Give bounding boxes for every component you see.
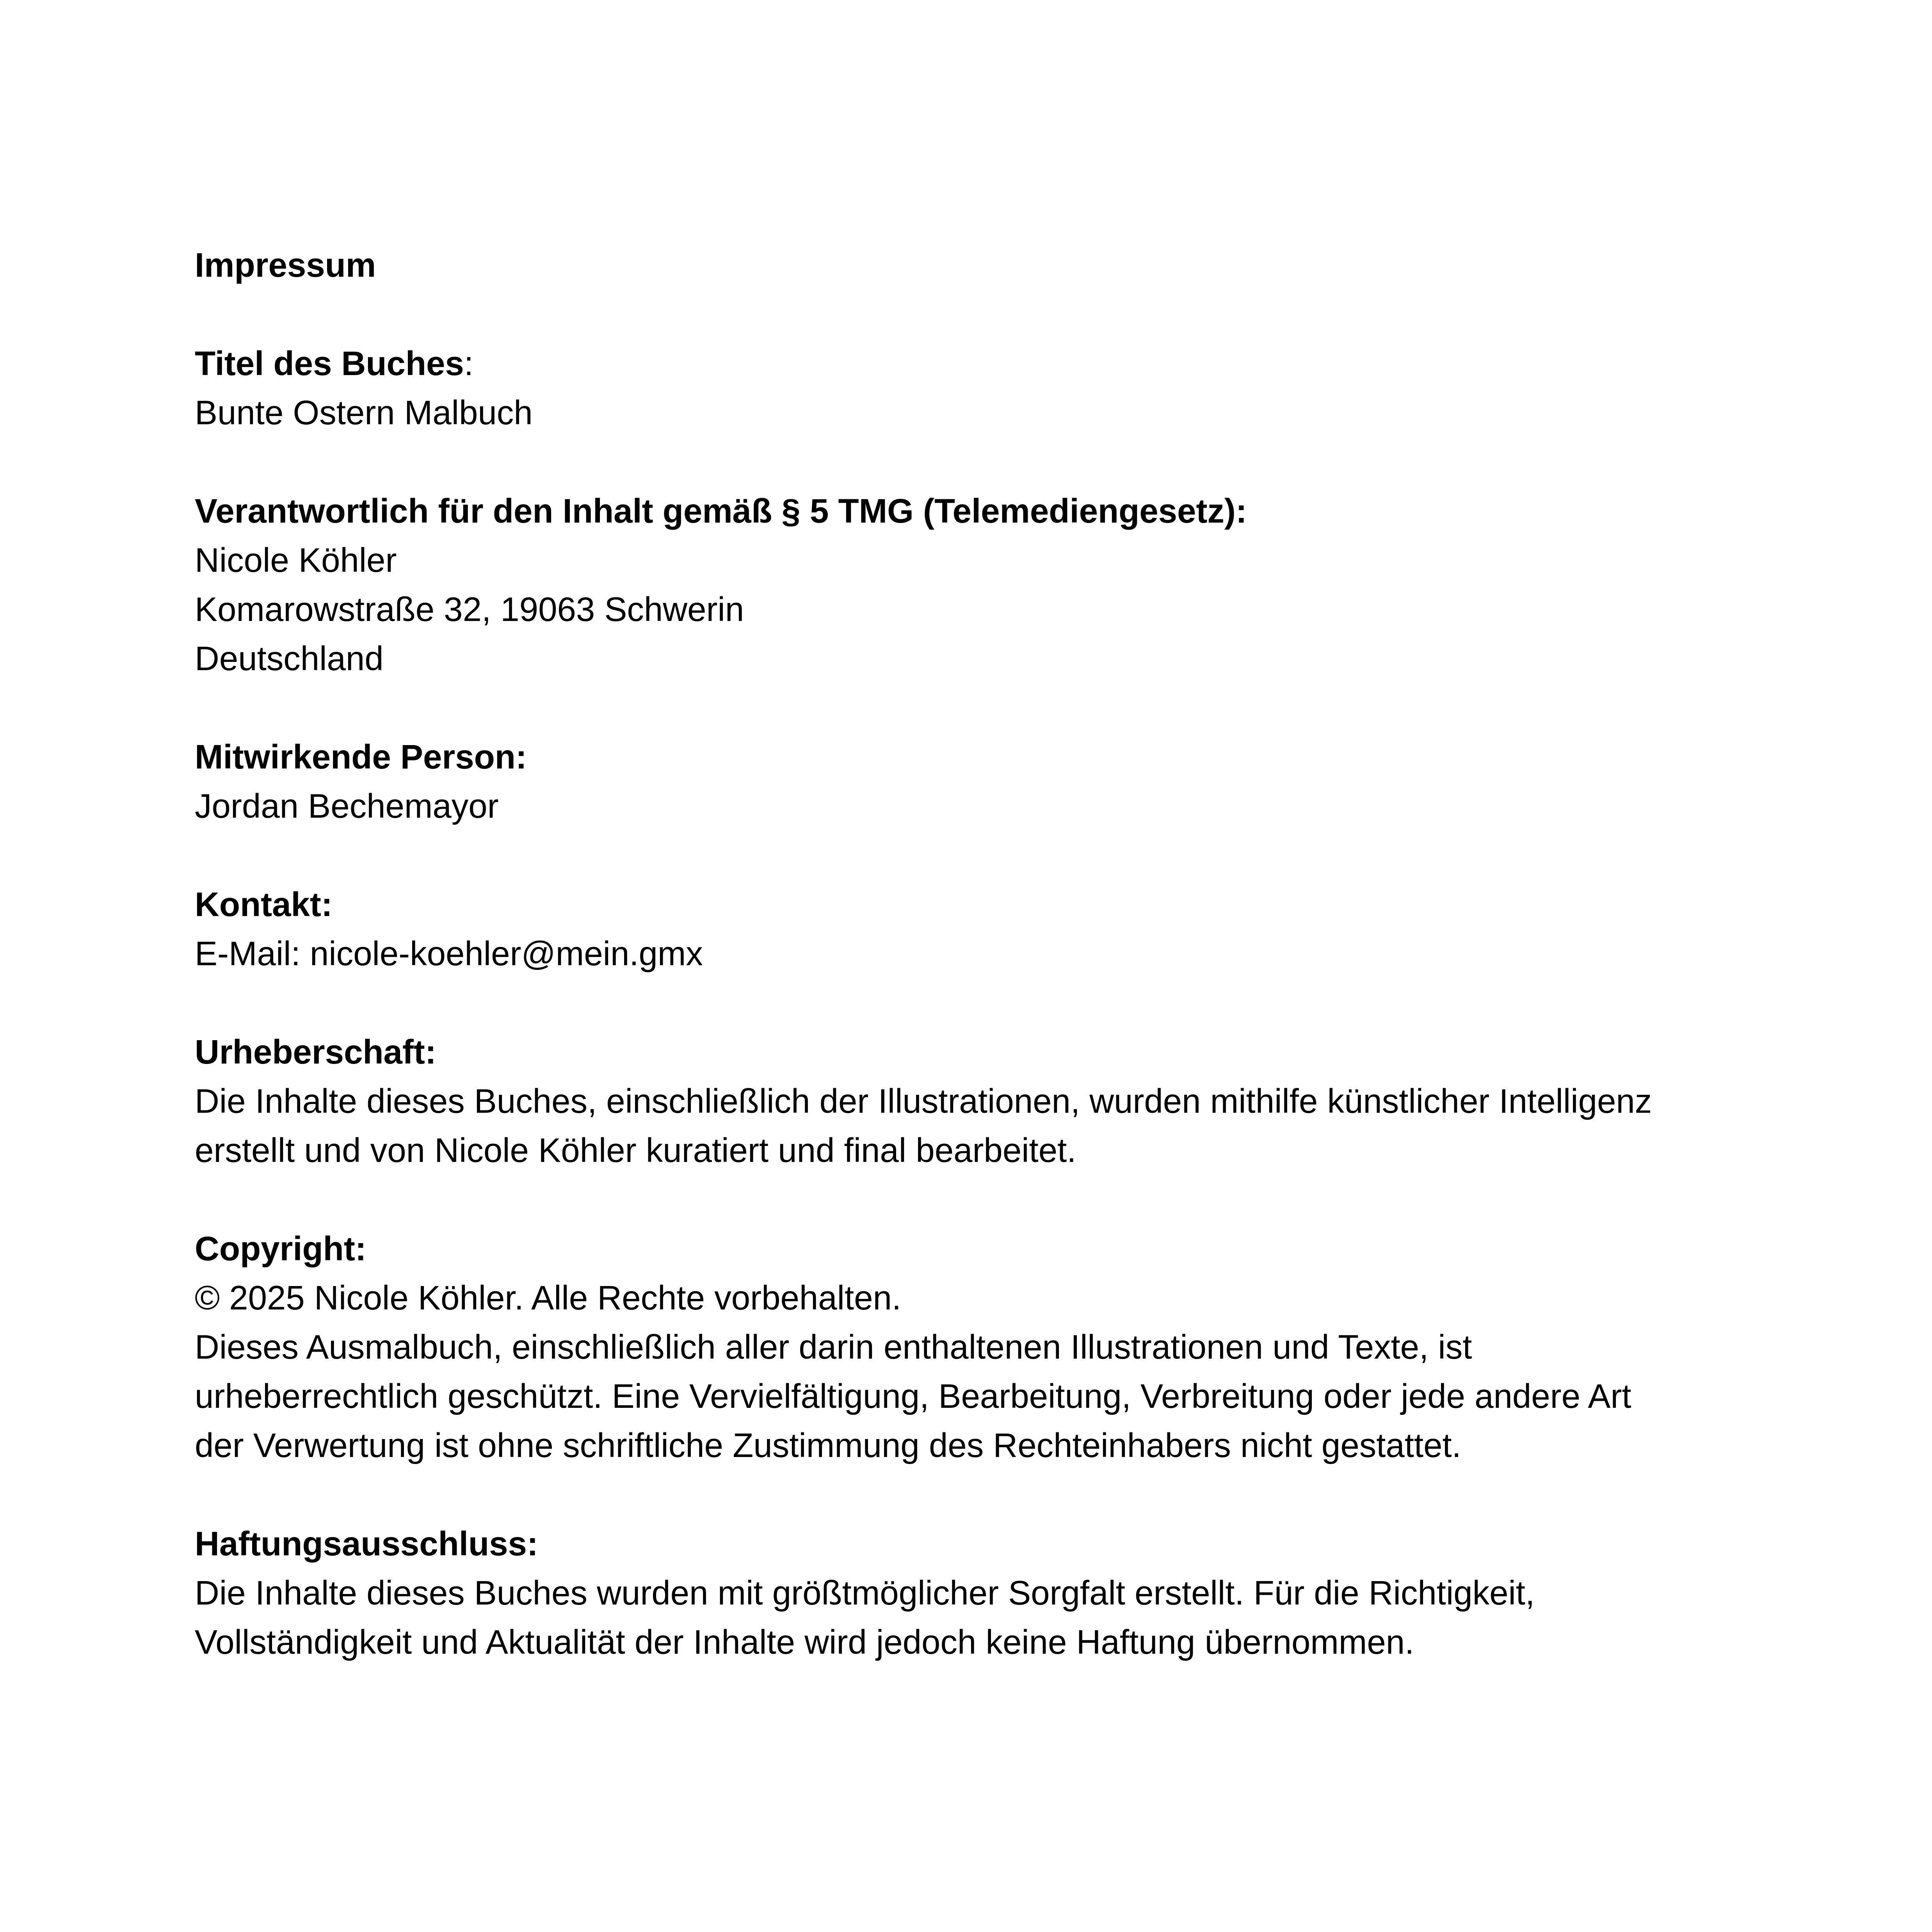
spacer: [195, 978, 1795, 1028]
responsible-heading: Verantwortlich für den Inhalt gemäß § 5 TMG (Telemediengesetz):: [195, 492, 1247, 530]
disclaimer-heading: Haftungsausschluss:: [195, 1525, 538, 1563]
impressum-content: [195, 241, 1795, 1667]
authorship-text-line: Die Inhalte dieses Buches, einschließlich der Illustrationen, wurden mithilfe künstlicher Intelligenz: [195, 1082, 1652, 1120]
book-title-value: Bunte Ostern Malbuch: [195, 394, 533, 432]
spacer: [195, 683, 1795, 733]
spacer: [195, 438, 1795, 487]
contributor-name: Jordan Bechemayor: [195, 787, 499, 825]
contact-heading: Kontakt:: [195, 886, 333, 923]
copyright-text-line: Dieses Ausmalbuch, einschließlich aller darin enthaltenen Illustrationen und Texte, ist: [195, 1328, 1472, 1366]
copyright-heading: Copyright:: [195, 1230, 366, 1268]
responsible-name: Nicole Köhler: [195, 541, 397, 579]
responsible-address: Komarowstraße 32, 19063 Schwerin: [195, 591, 744, 628]
spacer: [195, 831, 1795, 880]
disclaimer-text-line: Die Inhalte dieses Buches wurden mit größtmöglicher Sorgfalt erstellt. Für die Richtigkeit,: [195, 1574, 1535, 1612]
copyright-text-line: © 2025 Nicole Köhler. Alle Rechte vorbehalten.: [195, 1279, 902, 1317]
spacer: [195, 1175, 1795, 1224]
copyright-text-line: urheberrechtlich geschützt. Eine Vervielfältigung, Bearbeitung, Verbreitung oder jede andere Art: [195, 1377, 1631, 1415]
authorship-heading: Urheberschaft:: [195, 1033, 436, 1071]
book-title-colon: :: [464, 345, 473, 382]
contact-email: E-Mail: nicole-koehler@mein.gmx: [195, 935, 703, 973]
book-title-heading: Titel des Buches: [195, 345, 464, 382]
disclaimer-text-line: Vollständigkeit und Aktualität der Inhalte wird jedoch keine Haftung übernommen.: [195, 1623, 1414, 1661]
copyright-text-line: der Verwertung ist ohne schriftliche Zustimmung des Rechteinhabers nicht gestattet.: [195, 1427, 1461, 1464]
book-title-heading-line: [195, 339, 1795, 388]
spacer: [195, 1470, 1795, 1519]
responsible-country: Deutschland: [195, 640, 384, 678]
spacer: [195, 290, 1795, 339]
page-title: Impressum: [195, 246, 376, 284]
authorship-text-line: erstellt und von Nicole Köhler kuratiert und final bearbeitet.: [195, 1131, 1076, 1169]
contributor-heading: Mitwirkende Person:: [195, 738, 527, 776]
